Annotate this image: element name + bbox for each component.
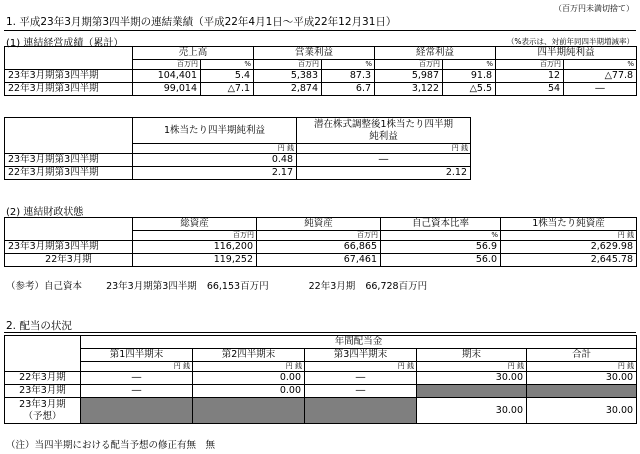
net-income-pct: ―	[564, 83, 637, 96]
header-q1-end: 第1四半期末	[81, 349, 193, 362]
table-row	[5, 154, 471, 167]
unit-cell: 円 銭	[81, 362, 193, 372]
equity-reference-period-2: 22年3月期	[308, 281, 356, 292]
results-corner-cell-lower	[5, 60, 133, 70]
unit-cell: 百万円	[133, 60, 201, 70]
unit-cell: 円 銭	[501, 231, 637, 241]
q3-dividend: ―	[305, 372, 417, 385]
q1-dividend-shaded	[81, 398, 193, 424]
ordinary-income-pct: 91.8	[443, 70, 496, 83]
row-label: 22年3月期	[5, 372, 81, 385]
header-q2-end: 第2四半期末	[193, 349, 305, 362]
financial-position-table	[4, 217, 637, 267]
bps-value: 2,645.78	[501, 254, 637, 267]
fp-corner-cell-lower	[5, 231, 133, 241]
total-dividend-forecast: 30.00	[527, 398, 637, 424]
header-q3-end: 第3四半期末	[305, 349, 417, 362]
equity-reference-value-2: 66,728百万円	[365, 281, 428, 292]
equity-ratio-value: 56.9	[381, 241, 501, 254]
unit-cell: 百万円	[496, 60, 564, 70]
results-corner-cell	[5, 47, 133, 60]
operating-results-table	[4, 46, 637, 96]
q3-dividend-shaded	[305, 398, 417, 424]
section1-divider	[4, 30, 636, 31]
header-equity-ratio: 自己資本比率	[381, 218, 501, 231]
q1-dividend: ―	[81, 372, 193, 385]
table-row	[5, 167, 471, 180]
row-label: 23年3月期第3四半期	[5, 154, 133, 167]
fp-corner-cell	[5, 218, 133, 231]
row-label: 23年3月期第3四半期	[5, 241, 133, 254]
ordinary-income-value: 3,122	[375, 83, 443, 96]
net-income-value: 54	[496, 83, 564, 96]
q2-dividend: 0.00	[193, 372, 305, 385]
q1-dividend: ―	[81, 385, 193, 398]
unit-cell: %	[564, 60, 637, 70]
header-sales: 売上高	[133, 47, 254, 60]
net-income-value: 12	[496, 70, 564, 83]
q2-dividend: 0.00	[193, 385, 305, 398]
unit-cell: 円 銭	[305, 362, 417, 372]
header-ordinary-income: 経常利益	[375, 47, 496, 60]
unit-cell: 円 銭	[133, 144, 297, 154]
header-annual-dividends: 年間配当金	[81, 336, 637, 349]
equity-reference-label: （参考）自己資本	[6, 281, 83, 292]
total-dividend: 30.00	[527, 372, 637, 385]
table-row	[5, 83, 637, 96]
year-end-dividend-forecast: 30.00	[417, 398, 527, 424]
unit-cell: 百万円	[257, 231, 381, 241]
header-operating-income: 営業利益	[254, 47, 375, 60]
sales-value: 104,401	[133, 70, 201, 83]
eps-table	[4, 117, 471, 180]
unit-cell: 百万円	[375, 60, 443, 70]
header-net-assets: 純資産	[257, 218, 381, 231]
equity-reference-period-1: 23年3月期第3四半期	[106, 281, 197, 292]
div-corner-cell	[5, 336, 81, 349]
sales-value: 99,014	[133, 83, 201, 96]
dividends-title: 2. 配当の状況	[6, 320, 72, 332]
table-row	[5, 372, 637, 385]
header-bps: 1株当たり純資産	[501, 218, 637, 231]
operating-income-value: 5,383	[254, 70, 322, 83]
operating-results-title: (1) 連結経営成績（累計）	[6, 38, 124, 49]
total-assets-value: 116,200	[133, 241, 257, 254]
q2-dividend-shaded	[193, 398, 305, 424]
section1-title: 1. 平成23年3月期第3四半期の連結業績（平成22年4月1日～平成22年12月31日）	[6, 16, 397, 28]
row-label: 22年3月期	[5, 254, 133, 267]
diluted-eps-value: 2.12	[297, 167, 471, 180]
amount-unit-note: （百万円未満切捨て）	[554, 4, 634, 13]
financial-position-title: (2) 連結財政状態	[6, 207, 84, 218]
unit-cell: 円 銭	[417, 362, 527, 372]
row-label: 22年3月期第3四半期	[5, 167, 133, 180]
eps-corner-cell-lower	[5, 144, 133, 154]
operating-income-value: 2,874	[254, 83, 322, 96]
net-income-pct: △77.8	[564, 70, 637, 83]
header-diluted-eps	[297, 118, 471, 144]
eps-value: 2.17	[133, 167, 297, 180]
div-corner-cell-mid	[5, 349, 81, 362]
unit-cell: %	[201, 60, 254, 70]
unit-cell: %	[381, 231, 501, 241]
year-end-dividend-shaded	[417, 385, 527, 398]
table-row	[5, 385, 637, 398]
total-dividend-shaded	[527, 385, 637, 398]
header-total-assets: 総資産	[133, 218, 257, 231]
unit-cell: 円 銭	[193, 362, 305, 372]
total-assets-value: 119,252	[133, 254, 257, 267]
dividend-footnote: （注）当四半期における配当予想の修正有無 無	[6, 440, 216, 451]
header-total: 合計	[527, 349, 637, 362]
table-row	[5, 70, 637, 83]
unit-cell: 円 銭	[297, 144, 471, 154]
equity-ratio-value: 56.0	[381, 254, 501, 267]
eps-corner-cell	[5, 118, 133, 144]
net-assets-value: 67,461	[257, 254, 381, 267]
row-label: 22年3月期第3四半期	[5, 83, 133, 96]
row-label: 23年3月期	[5, 385, 81, 398]
row-label: 23年3月期第3四半期	[5, 70, 133, 83]
header-quarterly-net-income: 四半期純利益	[496, 47, 637, 60]
table-row	[5, 398, 637, 424]
div-corner-cell-lower	[5, 362, 81, 372]
operating-income-pct: 87.3	[322, 70, 375, 83]
eps-value: 0.48	[133, 154, 297, 167]
unit-cell: 百万円	[254, 60, 322, 70]
equity-reference-value-1: 66,153百万円	[206, 281, 269, 292]
unit-cell: %	[322, 60, 375, 70]
header-diluted-eps-line1: 潜在株式調整後1株当たり四半期	[313, 118, 454, 130]
bps-value: 2,629.98	[501, 241, 637, 254]
section2-divider	[4, 332, 636, 333]
net-assets-value: 66,865	[257, 241, 381, 254]
q3-dividend: ―	[305, 385, 417, 398]
header-year-end: 期末	[417, 349, 527, 362]
header-eps: 1株当たり四半期純利益	[133, 118, 297, 144]
sales-pct: 5.4	[201, 70, 254, 83]
header-diluted-eps-line2: 純利益	[369, 130, 398, 142]
table-row	[5, 241, 637, 254]
ordinary-income-pct: △5.5	[443, 83, 496, 96]
operating-income-pct: 6.7	[322, 83, 375, 96]
year-end-dividend: 30.00	[417, 372, 527, 385]
table-row	[5, 254, 637, 267]
diluted-eps-value: ―	[297, 154, 471, 167]
dividends-table	[4, 335, 637, 424]
row-label-forecast-line2: （予想）	[23, 410, 62, 422]
ordinary-income-value: 5,987	[375, 70, 443, 83]
equity-reference-line	[6, 278, 427, 292]
unit-cell: %	[443, 60, 496, 70]
pct-change-note: （%表示は、対前年同四半期増減率）	[506, 37, 634, 46]
row-label-forecast-line1: 23年3月期	[19, 398, 66, 410]
unit-cell: 円 銭	[527, 362, 637, 372]
unit-cell: 百万円	[133, 231, 257, 241]
row-label-forecast	[5, 398, 81, 424]
sales-pct: △7.1	[201, 83, 254, 96]
